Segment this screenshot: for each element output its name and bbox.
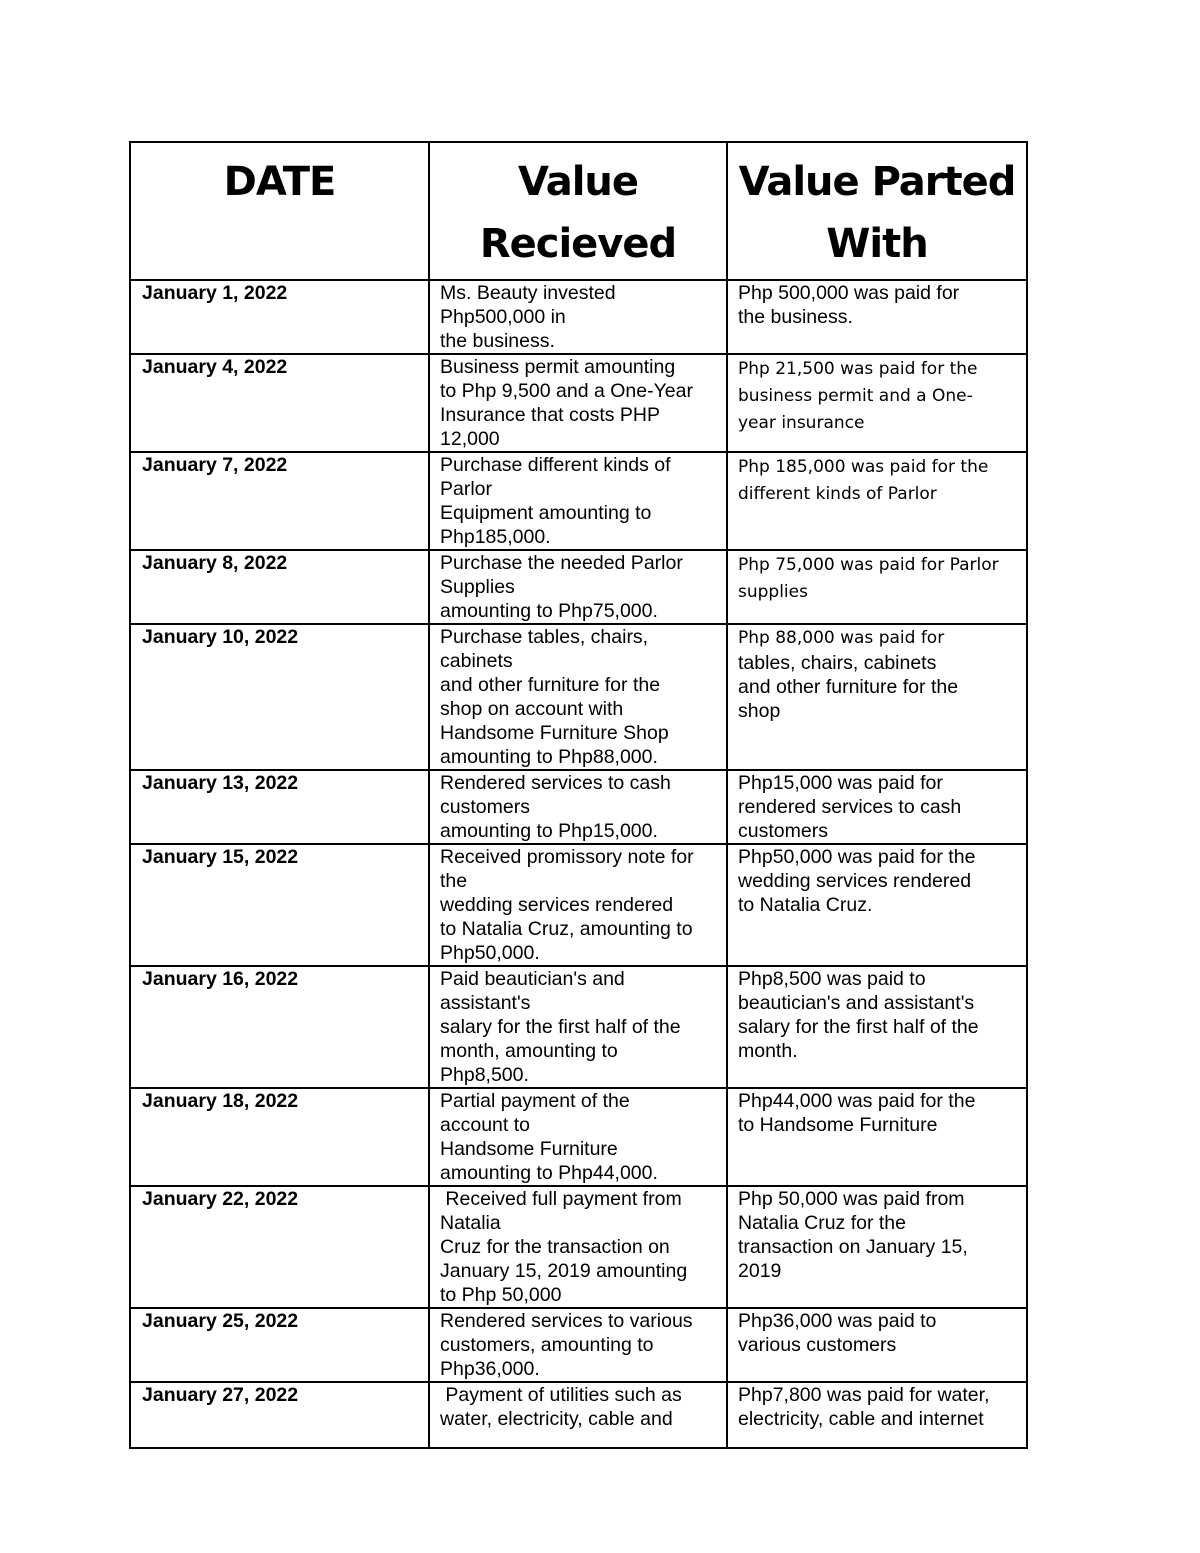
value-received-line: salary for the first half of the — [440, 1016, 681, 1038]
value-received-cell — [429, 1308, 727, 1382]
value-parted-line: customers — [738, 820, 828, 842]
date-text: January 10, 2022 — [142, 626, 299, 648]
value-received-line: Handsome Furniture Shop — [440, 722, 669, 744]
value-parted-line: Php 75,000 was paid for Parlor — [738, 555, 999, 575]
value-parted-line: Php8,500 was paid to — [738, 968, 926, 990]
value-parted-line: business permit and a One- — [738, 386, 973, 406]
date-text: January 16, 2022 — [142, 968, 299, 990]
table-row — [130, 966, 1027, 1088]
value-parted-line: Php 185,000 was paid for the — [738, 457, 989, 477]
value-parted-cell — [727, 550, 1027, 624]
value-received-cell — [429, 844, 727, 966]
date-text: January 18, 2022 — [142, 1090, 299, 1112]
value-received-line: the business. — [440, 330, 555, 352]
date-cell — [130, 1308, 429, 1382]
value-received-line: Purchase the needed Parlor — [440, 552, 683, 574]
value-parted-line: various customers — [738, 1334, 897, 1356]
value-parted-line: Php44,000 was paid for the — [738, 1090, 976, 1112]
value-parted-cell — [727, 770, 1027, 844]
date-text: January 15, 2022 — [142, 846, 299, 868]
value-parted-cell — [727, 452, 1027, 550]
value-received-line: wedding services rendered — [440, 894, 674, 916]
value-parted-line: Php 88,000 was paid for — [738, 628, 945, 648]
date-cell — [130, 1088, 429, 1186]
value-parted-line: 2019 — [738, 1260, 782, 1282]
value-received-line: Purchase different kinds of — [440, 454, 671, 476]
table-row — [130, 1308, 1027, 1382]
value-received-line: amounting to Php44,000. — [440, 1162, 658, 1184]
value-parted-line: supplies — [738, 582, 808, 602]
value-parted-line: Php50,000 was paid for the — [738, 846, 976, 868]
value-received-line: to Php 9,500 and a One-Year — [440, 380, 693, 402]
value-received-cell — [429, 280, 727, 354]
value-received-line: 12,000 — [440, 428, 500, 450]
value-parted-line: Php15,000 was paid for — [738, 772, 943, 794]
value-parted-line: transaction on January 15, — [738, 1236, 968, 1258]
value-parted-cell — [727, 1088, 1027, 1186]
date-cell — [130, 354, 429, 452]
value-received-line: Ms. Beauty invested — [440, 282, 616, 304]
value-received-line: Natalia — [440, 1212, 501, 1234]
value-received-line: Php185,000. — [440, 526, 551, 548]
value-received-line: January 15, 2019 amounting — [440, 1260, 688, 1282]
value-parted-cell — [727, 1186, 1027, 1308]
header-row — [130, 142, 1027, 280]
value-parted-line: beautician's and assistant's — [738, 992, 975, 1014]
date-cell — [130, 1186, 429, 1308]
table-row — [130, 280, 1027, 354]
value-parted-line: Php36,000 was paid to — [738, 1310, 937, 1332]
value-received-line: to Natalia Cruz, amounting to — [440, 918, 693, 940]
value-received-cell — [429, 1088, 727, 1186]
value-received-line: Business permit amounting — [440, 356, 676, 378]
date-cell — [130, 966, 429, 1088]
header-value-received-line: Recieved — [479, 221, 677, 267]
value-received-cell — [429, 452, 727, 550]
table-row — [130, 844, 1027, 966]
header-value-received — [429, 142, 727, 280]
value-received-cell — [429, 624, 727, 770]
value-parted-line: and other furniture for the — [738, 676, 959, 698]
header-value-received-line: Value — [517, 159, 639, 205]
value-received-line: water, electricity, cable and — [440, 1408, 673, 1430]
value-parted-line: Php 500,000 was paid for — [738, 282, 960, 304]
value-received-line: Received full payment from — [440, 1188, 682, 1210]
header-value-parted-line: Value Parted — [738, 159, 1016, 205]
value-received-line: Supplies — [440, 576, 515, 598]
value-received-line: the — [440, 870, 468, 892]
value-parted-line: salary for the first half of the — [738, 1016, 979, 1038]
value-received-cell — [429, 770, 727, 844]
value-parted-line: Php 50,000 was paid from — [738, 1188, 965, 1210]
value-parted-line: year insurance — [738, 413, 865, 433]
value-received-cell — [429, 1382, 727, 1448]
value-received-line: cabinets — [440, 650, 513, 672]
header-date — [130, 142, 429, 280]
table-row — [130, 452, 1027, 550]
value-parted-line: tables, chairs, cabinets — [738, 652, 937, 674]
value-received-line: and other furniture for the — [440, 674, 661, 696]
value-parted-line: Php7,800 was paid for water, — [738, 1384, 990, 1406]
date-cell — [130, 280, 429, 354]
date-text: January 8, 2022 — [142, 552, 288, 574]
value-parted-line: rendered services to cash — [738, 796, 962, 818]
table-row — [130, 1088, 1027, 1186]
value-received-line: Handsome Furniture — [440, 1138, 618, 1160]
value-parted-cell — [727, 1308, 1027, 1382]
value-parted-line: electricity, cable and internet — [738, 1408, 984, 1430]
date-cell — [130, 1382, 429, 1448]
value-parted-line: different kinds of Parlor — [738, 484, 937, 504]
value-received-cell — [429, 550, 727, 624]
transactions-table — [129, 141, 1028, 1449]
date-cell — [130, 452, 429, 550]
value-received-line: Parlor — [440, 478, 493, 500]
value-parted-line: Php 21,500 was paid for the — [738, 359, 978, 379]
date-cell — [130, 550, 429, 624]
value-received-line: shop on account with — [440, 698, 624, 720]
value-parted-line: wedding services rendered — [738, 870, 972, 892]
date-cell — [130, 844, 429, 966]
value-parted-line: the business. — [738, 306, 853, 328]
value-received-line: Paid beautician's and — [440, 968, 625, 990]
date-text: January 4, 2022 — [142, 356, 288, 378]
value-received-line: to Php 50,000 — [440, 1284, 562, 1306]
table-row — [130, 1382, 1027, 1448]
value-parted-line: Natalia Cruz for the — [738, 1212, 906, 1234]
date-cell — [130, 624, 429, 770]
value-parted-line: month. — [738, 1040, 798, 1062]
value-received-line: customers, amounting to — [440, 1334, 654, 1356]
header-date-text: DATE — [223, 159, 336, 205]
value-received-line: Partial payment of the — [440, 1090, 630, 1112]
value-received-line: Cruz for the transaction on — [440, 1236, 670, 1258]
value-received-line: Php8,500. — [440, 1064, 529, 1086]
header-value-parted-line: With — [826, 221, 928, 267]
value-parted-cell — [727, 844, 1027, 966]
value-received-line: amounting to Php75,000. — [440, 600, 658, 622]
value-received-line: assistant's — [440, 992, 531, 1014]
header-value-parted — [727, 142, 1027, 280]
value-received-line: Received promissory note for — [440, 846, 694, 868]
value-parted-cell — [727, 354, 1027, 452]
value-received-line: Purchase tables, chairs, — [440, 626, 649, 648]
value-received-line: amounting to Php88,000. — [440, 746, 658, 768]
date-text: January 7, 2022 — [142, 454, 288, 476]
value-received-line: Rendered services to cash — [440, 772, 671, 794]
table-body — [130, 280, 1027, 1448]
value-received-line: customers — [440, 796, 530, 818]
value-parted-cell — [727, 624, 1027, 770]
date-text: January 22, 2022 — [142, 1188, 299, 1210]
table-row — [130, 354, 1027, 452]
value-received-line: Php50,000. — [440, 942, 540, 964]
value-received-line: Php500,000 in — [440, 306, 566, 328]
table-row — [130, 770, 1027, 844]
value-received-cell — [429, 354, 727, 452]
value-received-line: Rendered services to various — [440, 1310, 693, 1332]
date-text: January 27, 2022 — [142, 1384, 299, 1406]
value-received-line: Insurance that costs PHP — [440, 404, 661, 426]
value-received-line: month, amounting to — [440, 1040, 618, 1062]
table-row — [130, 1186, 1027, 1308]
value-received-line: Equipment amounting to — [440, 502, 652, 524]
value-received-line: Php36,000. — [440, 1358, 540, 1380]
date-text: January 25, 2022 — [142, 1310, 299, 1332]
value-received-cell — [429, 966, 727, 1088]
value-parted-line: to Handsome Furniture — [738, 1114, 938, 1136]
value-parted-line: to Natalia Cruz. — [738, 894, 873, 916]
value-received-line: account to — [440, 1114, 530, 1136]
table-row — [130, 550, 1027, 624]
date-cell — [130, 770, 429, 844]
value-received-line: Payment of utilities such as — [440, 1384, 682, 1406]
value-parted-cell — [727, 280, 1027, 354]
date-text: January 13, 2022 — [142, 772, 299, 794]
value-parted-line: shop — [738, 700, 781, 722]
value-parted-cell — [727, 966, 1027, 1088]
value-received-cell — [429, 1186, 727, 1308]
value-received-line: amounting to Php15,000. — [440, 820, 658, 842]
table-row — [130, 624, 1027, 770]
date-text: January 1, 2022 — [142, 282, 288, 304]
value-parted-cell — [727, 1382, 1027, 1448]
